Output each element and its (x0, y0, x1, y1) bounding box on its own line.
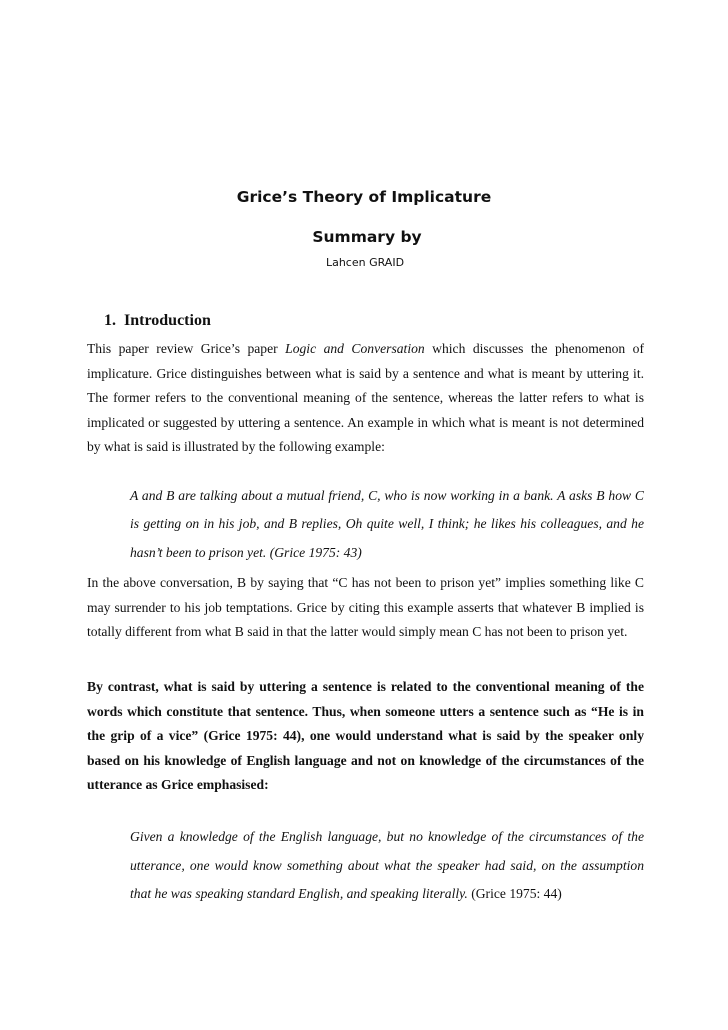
paper-title-italic: Logic and Conversation (285, 341, 425, 356)
document-title: Grice’s Theory of Implicature (236, 188, 492, 206)
analysis-paragraph: In the above conversation, B by saying that “C has not been to prison yet” implies something like C may surrender to his job temptations. Grice by citing this example asserts that whatever B implied is totally different from what B said in that the latter would simply mean C has not been to prison yet. (87, 575, 644, 640)
quote-citation: (Grice 1975: 44) (467, 886, 562, 902)
summary-label: Summary by (312, 228, 422, 246)
section-number: 1. (104, 312, 116, 329)
contrast-paragraph: By contrast, what is said by uttering a sentence is related to the conventional meaning of the words which constitute that sentence. Thus, when someone utters a sentence such as “He is in the grip of a vice” (Grice 1975: 44), one would understand what is said by the speaker only based on his knowledge of English language and not on knowledge of the circumstances of the utterance as Grice emphasised: (87, 679, 644, 793)
section-heading (104, 312, 211, 330)
intro-text-before: This paper review Grice’s paper (87, 341, 286, 356)
intro-paragraph (87, 337, 644, 460)
quote-text: Given a knowledge of the English language, but no knowledge of the circumstances of the utterance, one would know something about what the speaker had said, on the assumption that he was speaking standard English, and speaking literally. (130, 829, 644, 902)
author-name: Lahcen GRAID (325, 256, 405, 269)
section-title: Introduction (124, 312, 211, 329)
block-quote-example: A and B are talking about a mutual friend, C, who is now working in a bank. A asks B how C is getting on in his job, and B replies, Oh quite well, I think; he likes his colleagues, and he hasn’t been to prison yet. (Grice 1975: 43) (130, 488, 644, 560)
block-quote-grice (130, 823, 644, 909)
intro-text-after: which discusses the phenomenon of implicature. Grice distinguishes between what is said by a sentence and what is meant by uttering it. The former refers to the conventional meaning of the sentence, whereas the latter refers to what is implicated or suggested by uttering a sentence. An example in which what is meant is not determined by what is said is illustrated by the following example: (87, 341, 645, 455)
